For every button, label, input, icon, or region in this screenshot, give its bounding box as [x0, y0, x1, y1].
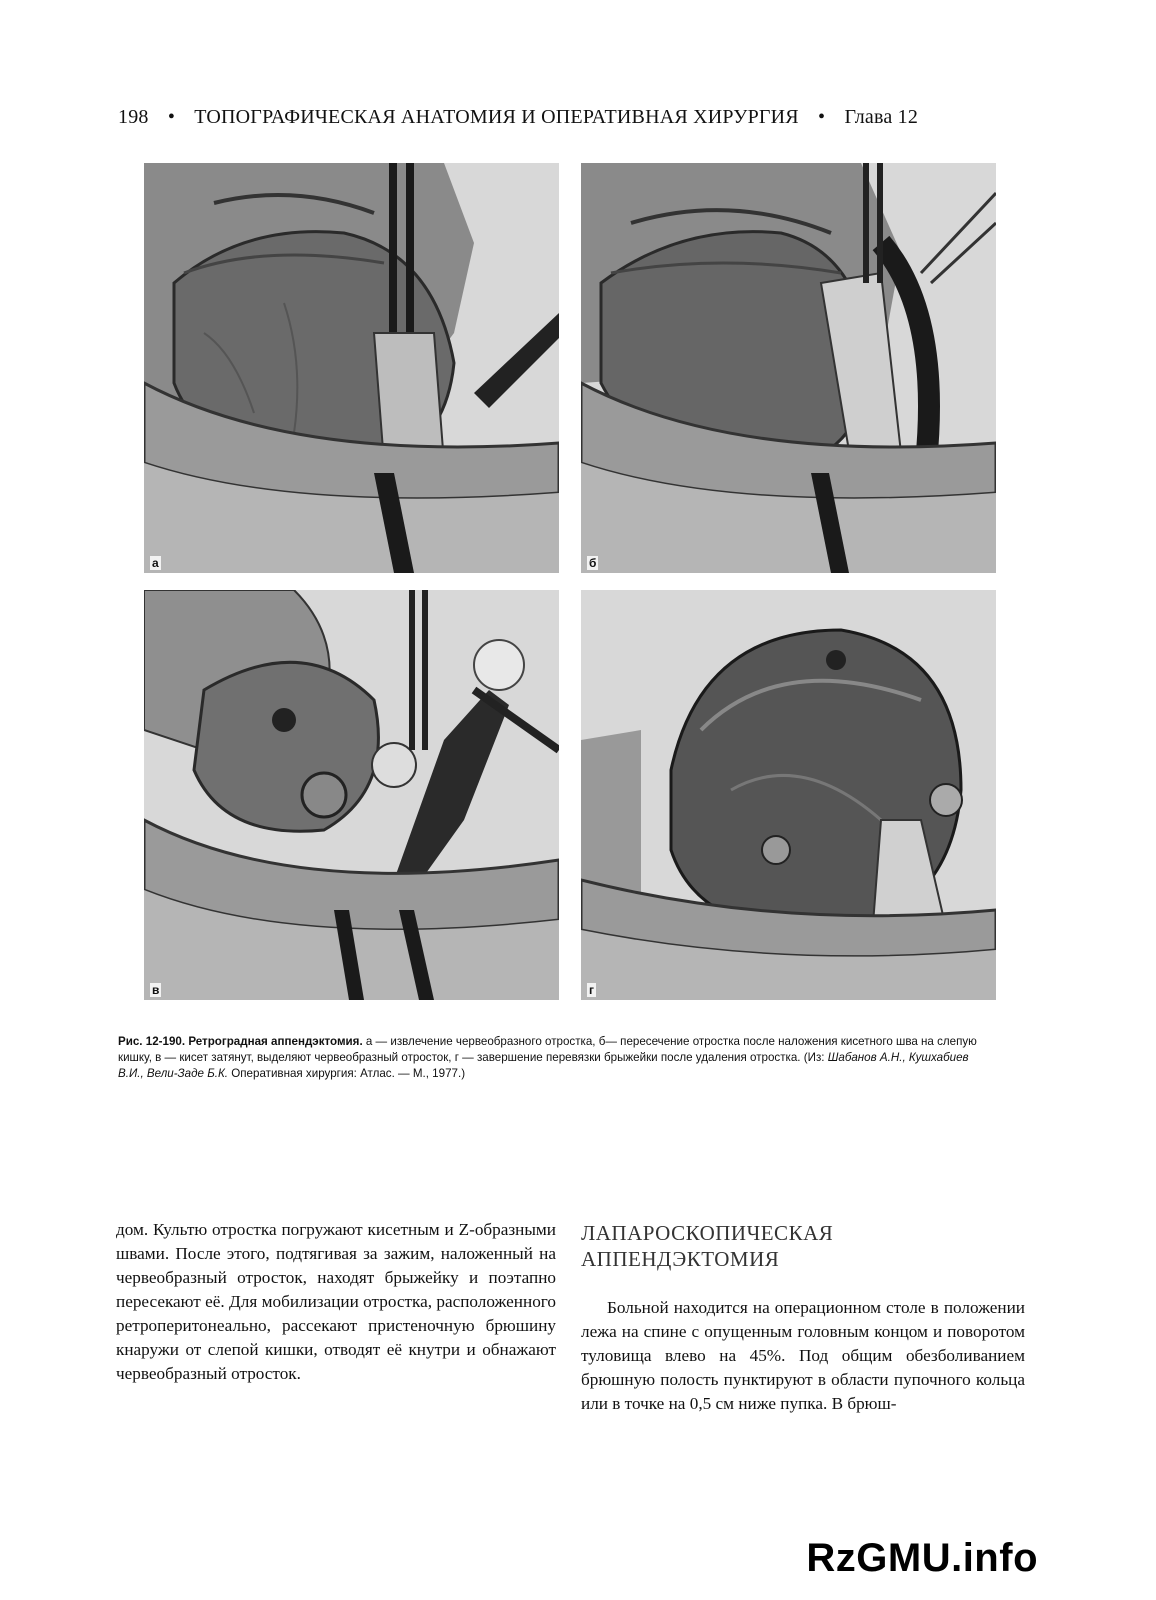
- left-column-text: дом. Культю отростка погружают кисетным и Z-образными швами. После этого, подтягивая за зажим, наложенный на червеобразный отросток, находят брыжейку и поэтапно пересекают её. Для мобилизации отростка, расположенного ретроперитонеально, рассекают пристеночную брюшину кнаружи от слепой кишки, отводят её кнутри и обнажают червеобразный отросток.: [116, 1220, 556, 1383]
- figure-label: а: [152, 556, 159, 570]
- figure-label: б: [589, 556, 597, 570]
- header-bullet: •: [167, 106, 176, 128]
- figure-a: [144, 163, 559, 573]
- figure-a-illustration: [144, 163, 559, 573]
- figure-c-illustration: [144, 590, 559, 1000]
- caption-title: Ретроградная аппендэктомия.: [188, 1035, 363, 1048]
- figure-label: в: [152, 983, 160, 997]
- figure-b-illustration: [581, 163, 996, 573]
- watermark-logo: RzGMU.info: [806, 1536, 1038, 1580]
- caption-authors: Шабанов А.Н., Кушхабиев В.И., Вели-Заде Б.К.: [118, 1051, 969, 1080]
- section-heading: [581, 1220, 981, 1272]
- figure-c: [144, 590, 559, 1000]
- running-header: [118, 106, 958, 136]
- section-heading-line: АППЕНДЭКТОМИЯ: [581, 1247, 780, 1271]
- caption-number: Рис. 12-190.: [118, 1035, 186, 1048]
- page-number: 198: [118, 106, 149, 128]
- figure-d-illustration: [581, 590, 996, 1000]
- caption-source: Оперативная хирургия: Атлас. — М., 1977.): [228, 1067, 466, 1080]
- header-bullet: •: [818, 106, 826, 128]
- figure-caption: [118, 1034, 978, 1082]
- figure-d: [581, 590, 996, 1000]
- figure-label: г: [589, 983, 594, 997]
- chapter-label: Глава 12: [844, 106, 919, 128]
- caption-text: а — извлечение червеобразного отростка, б— пересечение отростка после наложения кисетного шва на слепую кишку, в — кисет затянут, выделяют червеобразный отросток, г — завершение перевязки брыжейки после удаления отростка. (Из:: [118, 1035, 977, 1064]
- figure-b: [581, 163, 996, 573]
- book-title: ТОПОГРАФИЧЕСКАЯ АНАТОМИЯ И ОПЕРАТИВНАЯ ХИРУРГИЯ: [194, 106, 799, 128]
- section-heading-line: ЛАПАРОСКОПИЧЕСКАЯ: [581, 1221, 834, 1245]
- right-column-text: Больной находится на операционном столе в положении лежа на спине с опущенным головным концом и поворотом туловища влево на 45%. Под общим обезболиванием брюшную полость пунктируют в области пупочного кольца или в точке на 0,5 см ниже пупка. В брюш-: [581, 1298, 1025, 1413]
